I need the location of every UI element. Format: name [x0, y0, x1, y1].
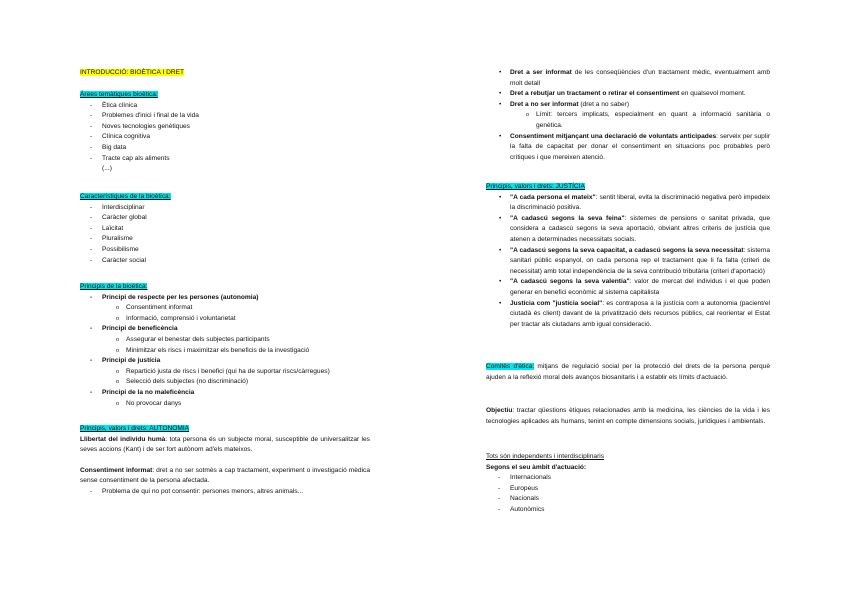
justice-list [486, 193, 770, 331]
list-item: - Autonòmics [486, 505, 770, 516]
list-item [486, 68, 770, 89]
list-item: o Consentiment informat [80, 303, 370, 314]
rights-section [486, 68, 770, 163]
list-item: - Possibilisme [80, 245, 370, 256]
list-item: - Tracte cap als aliments [80, 154, 370, 165]
list-item: o No provocar danys [80, 399, 370, 410]
justice-section [486, 182, 770, 330]
justice-text: : valor de mercat del individus i el que poden generar en benefici econòmic al sistema capitalista [510, 278, 770, 296]
autonomy-paragraph-1 [80, 435, 370, 456]
justice-term: "A cada persona el mateix" [510, 193, 596, 201]
committees-text: mitjans de regulació social per la protecció del drets de la persona perquè ajuden a la reflexió moral dels avanços biosanitaris i a establir els límits d'actuació. [486, 363, 770, 381]
right-text: de les conseqüències d'un tractament mèdic, eventualment amb molt detall [510, 69, 770, 87]
list-item: o Repartició justa de riscs i benefici (qui ha de suportar riscs/càrregues) [80, 367, 370, 378]
characteristics-heading: Característiques de la bioètica: [80, 193, 171, 200]
objective-paragraph [486, 406, 770, 427]
list-item [486, 89, 770, 100]
justice-text: : es contraposa a la justícia com a autonomia (pacient/el ciutadà és client) davant de la privatització dels recursos públics, cal reorientar el Estat per tractar als ciutadans amb igual consideració. [510, 299, 770, 328]
list-item [486, 132, 770, 164]
autonomy-section [80, 424, 370, 498]
document-title-text: INTRODUCCIÓ: BIOÈTICA I DRET [80, 69, 185, 76]
areas-section [80, 90, 370, 175]
independents-subheading: Segons el seu àmbit d'actuació: [486, 463, 587, 471]
principle-justice-subs [80, 367, 370, 388]
justice-term: Justícia com "justícia social" [510, 299, 603, 307]
committees-label: Comitès d'ètica: [486, 363, 535, 370]
list-item [486, 193, 770, 214]
rights-sublist [486, 110, 770, 131]
list-item: - Pluralisme [80, 234, 370, 245]
principle-nonmaleficence-subs [80, 399, 370, 410]
autonomy-paragraph-2-text: : dret a no ser sotmès a cap tractament, experiment o investigació mèdica sense consentiment de la persona afectada. [80, 466, 370, 485]
principle-justice: - Principi de justícia [80, 356, 370, 367]
principles-heading: Principis de la bioètica: [80, 283, 148, 290]
list-item: o Límit: tercers implicats, especialment en quant a informació sanitària o genètica. [486, 110, 770, 131]
list-item [486, 299, 770, 331]
list-item: o Minimitzar els riscs i maximitzar els beneficis de la investigació [80, 346, 370, 357]
right-term: Dret a no ser informat [510, 100, 579, 108]
objective-term: Objectiu [486, 407, 513, 414]
list-item: o Selecció dels subjectes (no discriminació) [80, 377, 370, 388]
list-item: - Noves tecnologies genètiques [80, 122, 370, 133]
independents-heading: Tots són independents i interdisciplinaris [486, 453, 605, 460]
areas-heading: Àrees temàtiques bioètica: [80, 91, 158, 98]
list-item: - Laïcitat [80, 224, 370, 235]
principle-beneficence: - Principi de beneficència [80, 324, 370, 335]
advance-directive-list [486, 132, 770, 164]
right-term: Dret a rebutjar un tractament o retirar el consentiment [510, 90, 680, 98]
list-item: - Problema de qui no pot consentir: persones menors, altres animals... [80, 487, 370, 498]
list-item [486, 214, 770, 246]
list-item: - Clínica cognitiva [80, 132, 370, 143]
list-item: - Caràcter social [80, 256, 370, 267]
advance-term: Consentiment mitjançant una declaració de voluntats anticipades [510, 132, 717, 140]
autonomy-paragraph-1-term: Llibertat del individu humà [80, 435, 166, 443]
autonomy-paragraph-2 [80, 466, 370, 487]
principles-list-4 [80, 388, 370, 399]
list-item: - Interdisciplinar [80, 203, 370, 214]
independents-list [486, 473, 770, 515]
characteristics-list [80, 203, 370, 267]
principle-autonomy: - Principi de respecte per les persones (autonomia) [80, 293, 370, 304]
list-item [486, 277, 770, 298]
list-item: o Assegurar el benestar dels subjectes participants [80, 335, 370, 346]
right-text: (dret a no saber) [578, 100, 630, 108]
advance-text: : serveix per suplir la falta de capacitat per donar el consentiment en situacions poc probables però crítiques i que mereixen atenció. [510, 132, 770, 161]
autonomy-heading: Principis, valors i drets: AUTONOMIA [80, 425, 190, 432]
list-item: - Ètica clínica [80, 101, 370, 112]
principles-list-3 [80, 356, 370, 367]
characteristics-section [80, 192, 370, 266]
list-item [486, 246, 770, 278]
list-item: - Big data [80, 143, 370, 154]
areas-ellipsis: (...) [102, 165, 112, 173]
autonomy-list [80, 487, 370, 498]
list-item [486, 100, 770, 111]
objective-text: : tractar qüestions ètiques relacionades amb la medicina, les ciències de la vida i les tecnologies aplicades als humans, tenint en compte dimensions socials, jurídiques i ambientals. [486, 407, 770, 425]
list-item: - Europeus [486, 484, 770, 495]
principles-list-2 [80, 324, 370, 335]
autonomy-paragraph-2-term: Consentiment informat [80, 466, 153, 474]
justice-heading: Principis, valors i drets: JUSTÍCIA [486, 183, 585, 190]
list-item: - Internacionals [486, 473, 770, 484]
justice-text: : sentit liberal, evita la discriminació negativa però impedeix la discriminació positiva. [510, 193, 771, 212]
rights-list [486, 68, 770, 110]
list-item: - Problemes d'inici i final de la vida [80, 111, 370, 122]
independents-section [486, 452, 770, 516]
justice-term: "A cadascú segons la seva capacitat, a cadascú segons la seva necessitat [510, 246, 744, 254]
list-item: o Informació, comprensió i voluntarietat [80, 314, 370, 325]
principle-beneficence-subs [80, 335, 370, 356]
principle-nonmaleficence: - Principi de la no maleficència [80, 388, 370, 399]
right-term: Dret a ser informat [510, 69, 572, 76]
principle-autonomy-subs [80, 303, 370, 324]
justice-text: : sistema sanitari públic espanyol, on cada persona rep el tractament que li fa falta (criteri de necessitat) amb total independència de la seva contribució tributària (criteri d'aportació) [510, 246, 770, 275]
list-item: - Caràcter global [80, 213, 370, 224]
autonomy-paragraph-1-text: : tota persona és un subjecte moral, susceptible de universalitzar les seves accions (Kant) i de ser fort autònom ad'els mateixos. [80, 435, 370, 454]
areas-list [80, 101, 370, 165]
list-item: - Nacionals [486, 494, 770, 505]
justice-term: "A cadascú segons la seva valentia" [510, 278, 630, 286]
justice-term: "A cadascú segons la seva feina" [510, 214, 625, 222]
principles-section [80, 282, 370, 409]
right-text: en qualsevol moment. [679, 90, 746, 98]
principles-list [80, 293, 370, 304]
justice-text: : sistemes de pensions o sanitat privada, que considera a cadascú segons la seva aportació, obviant altres criteris de justícia que atenen a determinades necessitats socials. [510, 214, 770, 243]
committees-paragraph [486, 362, 770, 383]
document-title [80, 68, 370, 79]
